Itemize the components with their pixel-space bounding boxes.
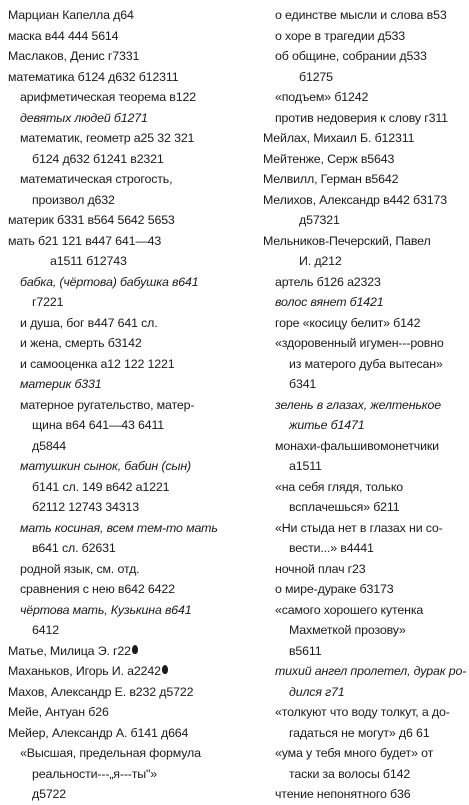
index-column-right	[263, 5, 465, 805]
index-subentry	[263, 87, 465, 108]
index-entry-text: сравнения с нею в642 6422	[20, 582, 175, 596]
index-entry-text: «толкуют что воду толкут, а до-	[275, 705, 450, 719]
index-entry	[8, 46, 256, 67]
index-entry-text: щина в64 641—43 6411	[32, 418, 165, 432]
index-subentry	[263, 26, 465, 47]
index-entry-text: материк б331 в564 5642 5653	[8, 213, 175, 227]
index-entry	[8, 702, 256, 723]
index-entry-text: бабка, (чёртова) бабушка в641	[20, 274, 199, 289]
index-subentry	[263, 108, 465, 129]
index-entry-text: мать б21 121 в447 641—43	[8, 233, 162, 248]
index-subentry	[263, 477, 465, 498]
index-entry-text: Матье, Милица Э. г22	[8, 643, 131, 658]
index-subentry	[263, 559, 465, 580]
index-subentry	[263, 354, 465, 375]
index-entry-text: чёртова мать, Кузькина в641	[20, 602, 192, 617]
index-subentry	[263, 702, 465, 723]
index-subentry	[263, 723, 465, 744]
index-entry-text: таски за волосы б142	[289, 766, 411, 781]
index-entry	[263, 169, 465, 190]
index-subentry	[263, 456, 465, 477]
index-entry-text: Мельников-Печерский, Павел	[263, 233, 431, 248]
index-entry-text: «Ни стыда нет в глазах ни со-	[275, 520, 443, 535]
index-subentry	[263, 374, 465, 395]
index-entry	[8, 5, 256, 26]
index-entry	[8, 210, 256, 231]
index-entry	[263, 128, 465, 149]
index-entry-text: всплачешься» б211	[289, 500, 400, 514]
index-entry-text: а1511 б12743	[50, 254, 127, 268]
index-subentry	[8, 456, 256, 477]
index-entry-text: Маханьков, Игорь И. а2242	[8, 664, 161, 678]
index-entry-text: реальности---„я---ты"»	[32, 766, 158, 781]
index-entry-text: Мелихов, Александр в442 б3173	[263, 192, 447, 207]
index-subentry	[263, 784, 465, 805]
index-entry-text: 6412	[32, 623, 59, 637]
index-subentry	[8, 272, 256, 293]
index-subentry	[8, 579, 256, 600]
index-entry	[8, 67, 256, 88]
index-entry-text: маска в44 444 5614	[8, 28, 119, 43]
index-entry-text: матерное ругательство, матер-	[20, 397, 195, 412]
index-entry	[263, 190, 465, 211]
index-entry-text: и душа, бог в447 641 сл.	[20, 315, 158, 330]
index-entry-text: житье б1471	[289, 418, 365, 432]
ink-mark-icon	[162, 665, 168, 674]
index-entry-text: г7221	[32, 295, 64, 309]
index-entry-text: Мейе, Антуан б26	[8, 705, 109, 719]
index-entry-text: в5611	[289, 643, 322, 658]
index-entry-text: Махметкой прозову»	[289, 623, 406, 637]
index-subentry	[8, 518, 256, 539]
index-subentry	[8, 190, 256, 211]
index-entry-text: математика б124 д632 б12311	[8, 69, 179, 84]
index-entry-text: б1275	[299, 69, 333, 84]
index-subentry	[263, 518, 465, 539]
index-entry-text: в641 сл. б2631	[32, 541, 116, 555]
index-entry-text: «на себя глядя, только	[275, 479, 403, 494]
index-subentry	[8, 128, 256, 149]
index-subentry	[263, 272, 465, 293]
index-subentry	[263, 764, 465, 785]
index-entry-text: б2112 12743 34313	[32, 500, 139, 514]
index-entry-text: «ума у тебя много будет» от	[275, 746, 434, 760]
index-entry-text: о хоре в трагедии д533	[275, 28, 405, 43]
index-entry	[263, 149, 465, 170]
index-subentry	[263, 67, 465, 88]
index-entry-text: волос вянет б1421	[275, 295, 384, 309]
index-subentry	[8, 333, 256, 354]
index-entry-text: д5722	[32, 787, 67, 801]
index-entry-text: б141 сл. 149 в642 а1221	[32, 479, 170, 494]
index-entry-text: Маслаков, Денис г7331	[8, 49, 140, 63]
index-subentry	[263, 743, 465, 764]
index-entry	[8, 723, 256, 744]
index-subentry	[263, 538, 465, 559]
index-subentry	[8, 436, 256, 457]
index-entry-text: о мире-дураке б3173	[275, 582, 394, 596]
index-subentry	[263, 620, 465, 641]
index-entry-text: Мейлах, Михаил Б. б12311	[263, 131, 415, 145]
index-entry-text: против недоверия к слову г311	[275, 110, 448, 125]
index-entry	[8, 231, 256, 252]
index-entry	[8, 641, 256, 662]
index-subentry	[263, 641, 465, 662]
index-entry-text: об общине, собрании д533	[275, 49, 427, 63]
index-entry-text: вести...» в4441	[289, 541, 374, 555]
index-subentry	[8, 374, 256, 395]
index-entry-text: «Высшая, предельная формула	[20, 746, 201, 760]
index-entry-text: чтение непонятного б36	[275, 787, 411, 801]
index-subentry	[263, 497, 465, 518]
index-subentry	[8, 169, 256, 190]
index-entry-text: матерuк б331	[20, 377, 102, 391]
index-entry-text: математическая строгость,	[20, 172, 173, 186]
index-subentry	[263, 210, 465, 231]
index-entry-text: и самооценка а12 122 1221	[20, 356, 175, 371]
index-subentry	[263, 600, 465, 621]
index-subentry	[8, 620, 256, 641]
index-subentry	[263, 415, 465, 436]
index-subentry	[8, 354, 256, 375]
index-entry-text: родной язык, см. отд.	[20, 561, 140, 576]
index-subentry	[8, 87, 256, 108]
index-entry-text: зелень в глазах, желтенькое	[275, 397, 441, 412]
index-entry-text: о единстве мысли и слова в53	[275, 8, 447, 22]
index-entry-text: б341	[289, 377, 317, 391]
index-entry-text: «подъем» б1242	[275, 90, 369, 104]
index-subentry	[263, 333, 465, 354]
index-entry-text: горе «косицу белит» б142	[275, 315, 421, 330]
index-subentry	[263, 292, 465, 313]
index-entry	[8, 682, 256, 703]
index-subentry	[8, 559, 256, 580]
index-column-left	[8, 5, 256, 805]
index-subentry	[8, 149, 256, 170]
index-entry-text: из матерого дуба вытесан»	[289, 356, 443, 371]
index-entry-text: девятых людей б1271	[20, 110, 148, 125]
index-subentry	[8, 743, 256, 764]
index-subentry	[263, 682, 465, 703]
index-entry-text: и жена, смерть б3142	[20, 336, 142, 350]
index-entry-text: Мейер, Александр А. б141 д664	[8, 725, 189, 740]
index-entry-text: мать косиная, всем тем-то мать	[20, 520, 218, 535]
index-entry-text: Марциан Капелла д64	[8, 8, 134, 22]
index-entry-text: «здоровенный игумен---ровно	[275, 336, 444, 350]
index-subentry	[263, 395, 465, 416]
ink-mark-icon	[132, 645, 138, 654]
index-entry-text: дился г71	[289, 684, 345, 699]
index-entry-text: д5844	[32, 438, 67, 453]
index-subentry	[263, 436, 465, 457]
index-entry	[263, 231, 465, 252]
index-entry-text: б124 д632 б1241 в2321	[32, 151, 164, 166]
index-subentry	[263, 5, 465, 26]
index-subentry	[8, 784, 256, 805]
index-subentry	[8, 497, 256, 518]
index-subentry	[8, 477, 256, 498]
index-entry-text: монахи-фальшивомонетчики	[275, 438, 439, 453]
index-entry-text: матушкин сынок, бабин (сын)	[20, 459, 191, 473]
index-entry-text: арифметическая теорема в122	[20, 90, 196, 104]
index-entry	[8, 661, 256, 682]
index-entry-text: артель б126 а2323	[275, 274, 381, 289]
index-entry	[8, 26, 256, 47]
index-entry-text: Мелвилл, Герман в5642	[263, 172, 399, 186]
index-entry-text: «самого хорошего кутенка	[275, 602, 424, 617]
index-subentry	[8, 395, 256, 416]
index-entry-text: математик, геометр а25 32 321	[20, 131, 195, 145]
index-subentry	[263, 579, 465, 600]
index-entry-text: ночной плач г23	[275, 561, 366, 576]
index-entry-text: Махов, Александр Е. в232 д5722	[8, 684, 194, 699]
index-entry-text: тихий ангел пролетел, дурак ро-	[275, 664, 467, 678]
index-entry-text: гадаться не могут» д6 61	[289, 725, 430, 740]
index-subentry	[8, 292, 256, 313]
index-subentry	[8, 764, 256, 785]
index-entry-text: Мейтенже, Серж в5643	[263, 151, 395, 166]
index-subentry	[8, 600, 256, 621]
index-subentry	[8, 251, 256, 272]
index-subentry	[263, 661, 465, 682]
index-subentry	[8, 313, 256, 334]
index-subentry	[8, 108, 256, 129]
index-entry-text: д57321	[299, 213, 340, 227]
index-subentry	[263, 313, 465, 334]
index-subentry	[8, 415, 256, 436]
index-subentry	[263, 46, 465, 67]
index-entry-text: произвол д632	[32, 192, 115, 207]
index-subentry	[263, 251, 465, 272]
index-entry-text: И. д212	[299, 254, 342, 268]
index-subentry	[8, 538, 256, 559]
index-entry-text: а1511	[289, 459, 322, 473]
